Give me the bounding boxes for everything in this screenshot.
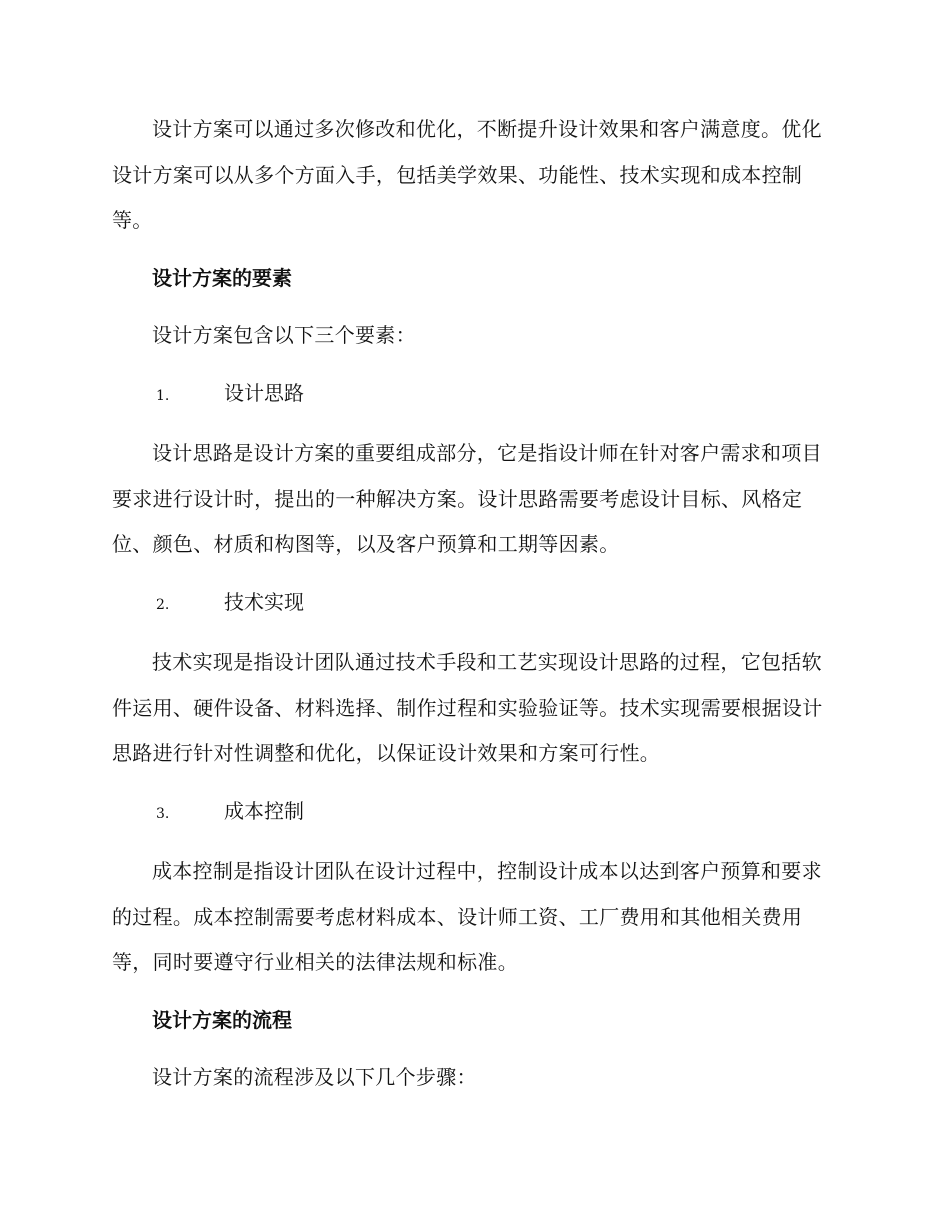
spacer bbox=[112, 301, 838, 313]
list-item-title: 技术实现 bbox=[224, 589, 304, 614]
cost-control-paragraph: 成本控制是指设计团队在设计过程中，控制设计成本以达到客户预算和要求的过程。成本控制需要考虑材料成本、设计师工资、工厂费用和其他相关费用等，同时要遵守行业相关的法律法规和标准。 bbox=[112, 859, 822, 974]
list-item-title: 设计思路 bbox=[224, 380, 304, 405]
spacer bbox=[112, 1043, 838, 1055]
section-process-intro: 设计方案的流程涉及以下几个步骤： bbox=[152, 1065, 477, 1089]
technical-implementation-paragraph: 技术实现是指设计团队通过技术手段和工艺实现设计思路的过程，它包括软件运用、硬件设备、材料选择、制作过程和实验验证等。技术实现需要根据设计思路进行针对性调整和优化，以保证设计效果和方案可行性。 bbox=[112, 650, 823, 765]
list-item-cost-control bbox=[112, 789, 838, 838]
spacer bbox=[112, 359, 838, 371]
list-item-design-idea bbox=[112, 371, 838, 420]
section-heading-elements: 设计方案的要素 bbox=[152, 265, 292, 290]
list-number: 2. bbox=[156, 596, 170, 613]
list-item-title: 成本控制 bbox=[224, 798, 304, 823]
design-idea-paragraph: 设计思路是设计方案的重要组成部分，它是指设计师在针对客户需求和项目要求进行设计时，提出的一种解决方案。设计思路需要考虑设计目标、风格定位、颜色、材质和构图等，以及客户预算和工期等因素。 bbox=[112, 441, 822, 556]
section-heading-process: 设计方案的流程 bbox=[152, 1007, 292, 1032]
document-page bbox=[112, 107, 838, 1101]
intro-paragraph: 设计方案可以通过多次修改和优化，不断提升设计效果和客户满意度。优化设计方案可以从多个方面入手，包括美学效果、功能性、技术实现和成本控制等。 bbox=[112, 117, 822, 232]
list-number: 3. bbox=[156, 805, 170, 822]
spacer bbox=[112, 568, 838, 580]
spacer bbox=[112, 628, 838, 640]
spacer bbox=[112, 777, 838, 789]
spacer bbox=[112, 419, 838, 431]
list-item-technical-implementation bbox=[112, 580, 838, 629]
list-number: 1. bbox=[156, 387, 170, 404]
spacer bbox=[112, 837, 838, 849]
spacer bbox=[112, 244, 838, 256]
section-elements-intro: 设计方案包含以下三个要素： bbox=[152, 323, 416, 347]
spacer bbox=[112, 986, 838, 998]
